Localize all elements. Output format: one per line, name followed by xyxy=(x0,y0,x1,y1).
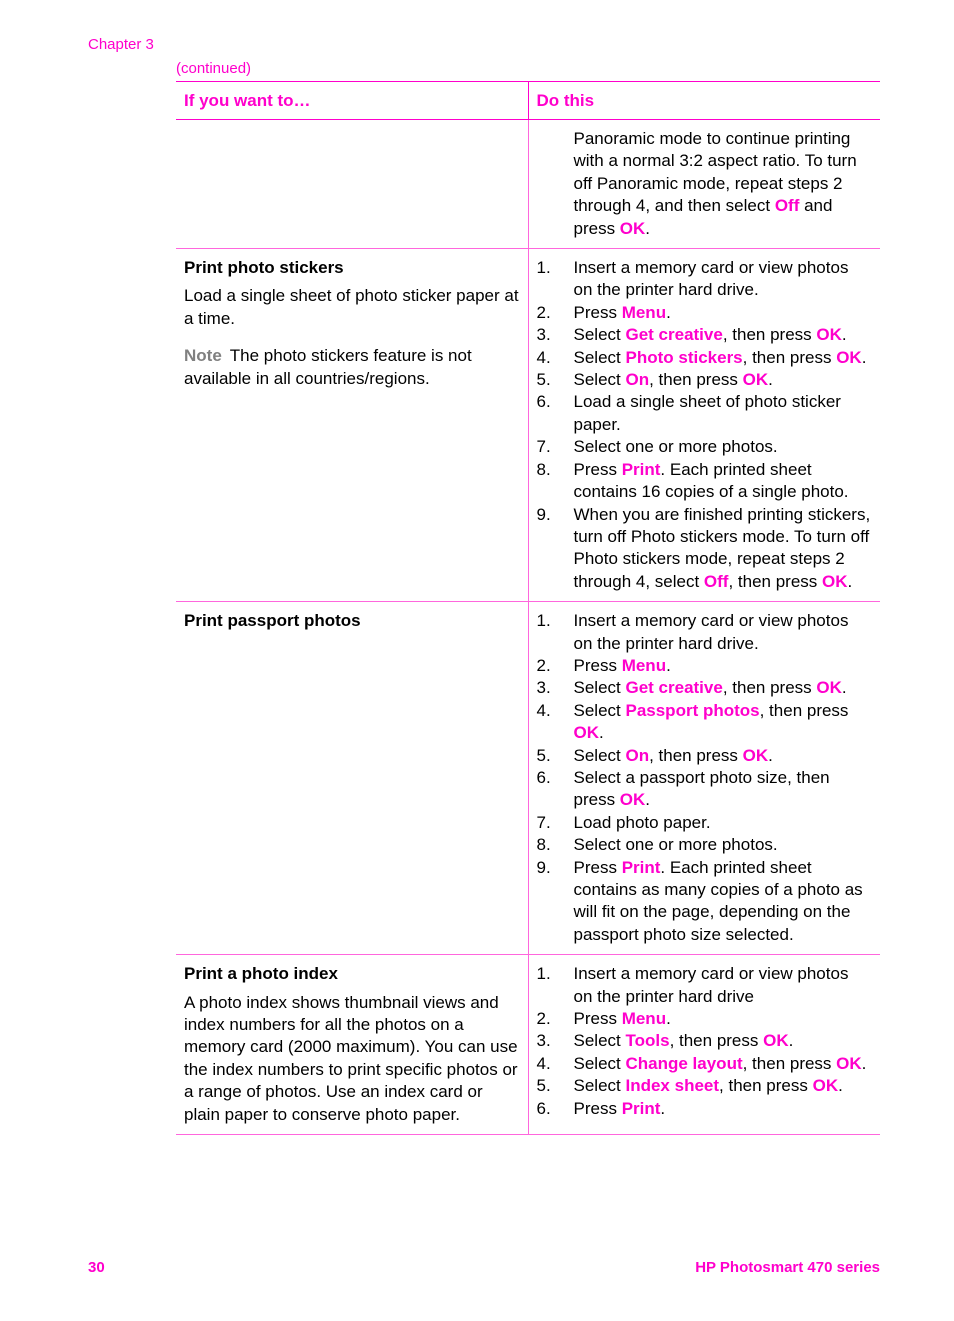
text-run: , then press xyxy=(759,700,849,720)
steps-cell xyxy=(528,120,880,249)
steps-list xyxy=(537,257,873,593)
steps-list xyxy=(537,963,873,1120)
text-run: and press xyxy=(573,196,833,238)
text-run: Select one or more photos. xyxy=(573,835,778,855)
text-run: Select xyxy=(573,347,626,367)
list-item xyxy=(537,655,873,677)
keyword-text: Off xyxy=(703,571,729,591)
keyword-text: Print xyxy=(621,459,661,479)
list-item xyxy=(537,257,873,302)
keyword-text: OK xyxy=(742,745,769,765)
keyword-text: OK xyxy=(822,571,848,591)
text-run: , then press xyxy=(722,325,817,345)
keyword-text: OK xyxy=(812,1076,839,1096)
list-item xyxy=(537,700,873,745)
text-run: Select xyxy=(573,370,626,390)
list-item xyxy=(537,302,873,324)
task-cell xyxy=(176,120,528,249)
steps-cell xyxy=(528,602,880,955)
step-number: 1. xyxy=(536,258,551,278)
text-run: , then press xyxy=(728,571,823,591)
step-number: 2. xyxy=(536,302,551,322)
keyword-text: Print xyxy=(621,1098,661,1118)
list-item xyxy=(537,1053,873,1075)
procedure-table xyxy=(176,81,880,1135)
text-run: Select xyxy=(573,700,626,720)
list-item xyxy=(537,1030,873,1052)
keyword-text: OK xyxy=(573,723,599,743)
list-item xyxy=(537,610,873,655)
text-run: . xyxy=(838,1076,843,1096)
keyword-text: Photo stickers xyxy=(625,347,743,367)
step-number: 8. xyxy=(536,835,551,855)
step-number: 3. xyxy=(536,1031,551,1051)
step-number: 1. xyxy=(536,611,551,631)
task-cell xyxy=(176,602,528,955)
list-item xyxy=(537,767,873,812)
keyword-text: Menu xyxy=(621,302,667,322)
task-description: A photo index shows thumbnail views and index numbers for all the photos on a memory card (2000 maximum). You can use the index numbers to print specific photos or a range of photos. Use an index card or plain paper to conserve photo paper. xyxy=(184,992,518,1124)
text-run: . xyxy=(788,1031,794,1051)
text-run: Press xyxy=(573,459,622,479)
keyword-text: OK xyxy=(763,1031,789,1051)
step-number: 5. xyxy=(536,745,551,765)
keyword-text: Index sheet xyxy=(625,1076,720,1096)
step-number: 3. xyxy=(536,678,551,698)
list-item xyxy=(537,857,873,947)
text-run: Press xyxy=(573,302,622,322)
note-label: Note xyxy=(184,346,222,366)
step-number: 9. xyxy=(536,857,551,877)
step-number: 9. xyxy=(536,504,551,524)
text-run: Panoramic mode to continue printing with a normal 3:2 aspect ratio. To turn off Panoramic mode, repeat steps 2 through 4, and then select xyxy=(573,129,857,216)
table-header-row xyxy=(176,82,880,120)
list-item xyxy=(537,459,873,504)
text-run: Press xyxy=(573,1098,622,1118)
keyword-text: Menu xyxy=(621,655,667,675)
keyword-text: OK xyxy=(619,218,646,238)
keyword-text: OK xyxy=(816,678,842,698)
text-run: . xyxy=(645,218,651,238)
page-number: 30 xyxy=(88,1259,105,1276)
text-run: Load photo paper. xyxy=(573,812,711,832)
keyword-text: On xyxy=(625,745,650,765)
list-item xyxy=(537,812,873,834)
steps-cell xyxy=(528,955,880,1135)
text-run: . Each printed sheet contains as many copies of a photo as will fit on the page, depending on the passport photo size selected. xyxy=(573,857,863,944)
task-note xyxy=(184,345,520,390)
text-run: Select a passport photo size, then press xyxy=(573,767,830,810)
text-run: , then press xyxy=(722,678,817,698)
continued-step-text xyxy=(537,128,873,240)
keyword-text: Passport photos xyxy=(625,700,760,720)
text-run: , then press xyxy=(669,1031,764,1051)
text-run: Insert a memory card or view photos on the printer hard drive. xyxy=(573,258,849,300)
list-item xyxy=(537,745,873,767)
steps-list xyxy=(537,610,873,946)
task-title: Print photo stickers xyxy=(184,258,344,278)
step-number: 4. xyxy=(536,1053,551,1073)
task-cell xyxy=(176,249,528,602)
chapter-label: Chapter 3 xyxy=(88,36,154,53)
text-run: Press xyxy=(573,857,622,877)
steps-cell xyxy=(528,249,880,602)
step-number: 4. xyxy=(536,700,551,720)
text-run: . xyxy=(841,325,847,345)
step-number: 7. xyxy=(536,812,551,832)
step-number: 5. xyxy=(536,370,551,390)
list-item xyxy=(537,369,873,391)
keyword-text: OK xyxy=(619,790,646,810)
text-run: . xyxy=(599,723,604,743)
text-run: . Each printed sheet contains 16 copies of a single photo. xyxy=(573,459,849,502)
text-run: Select xyxy=(573,678,626,698)
keyword-text: Print xyxy=(621,857,661,877)
table-row xyxy=(176,120,880,249)
column-header-do: Do this xyxy=(528,82,880,120)
step-number: 1. xyxy=(536,964,551,984)
text-run: Press xyxy=(573,655,622,675)
step-number: 5. xyxy=(536,1076,551,1096)
list-item xyxy=(537,1075,873,1097)
keyword-text: OK xyxy=(742,370,769,390)
step-number: 6. xyxy=(536,392,551,412)
step-number: 6. xyxy=(536,1098,551,1118)
list-item xyxy=(537,391,873,436)
task-title: Print a photo index xyxy=(184,964,338,984)
text-run: Press xyxy=(573,1009,622,1029)
text-run: Insert a memory card or view photos on the printer hard drive xyxy=(573,964,849,1006)
column-header-want: If you want to… xyxy=(176,82,528,120)
keyword-text: Off xyxy=(774,196,800,216)
text-run: Select xyxy=(573,745,626,765)
keyword-text: OK xyxy=(836,1053,862,1073)
list-item xyxy=(537,324,873,346)
text-run: . xyxy=(645,790,651,810)
text-run: . xyxy=(861,347,867,367)
text-run: . xyxy=(666,302,671,322)
step-number: 7. xyxy=(536,437,551,457)
keyword-text: Get creative xyxy=(625,678,723,698)
step-number: 8. xyxy=(536,459,551,479)
keyword-text: Get creative xyxy=(625,325,723,345)
table-row xyxy=(176,955,880,1135)
text-run: Select xyxy=(573,1053,626,1073)
keyword-text: Menu xyxy=(621,1009,667,1029)
table-body xyxy=(176,120,880,1135)
text-run: , then press xyxy=(742,1053,837,1073)
text-run: Select xyxy=(573,1076,626,1096)
step-number: 3. xyxy=(536,325,551,345)
text-run: . xyxy=(768,745,773,765)
keyword-text: OK xyxy=(816,325,842,345)
continued-label: (continued) xyxy=(176,60,252,77)
text-run: Select xyxy=(573,325,626,345)
text-run: . xyxy=(841,678,847,698)
text-run: When you are finished printing stickers, turn off Photo stickers mode. To turn off Photo stickers mode, repeat steps 2 through 4, select xyxy=(573,504,871,591)
task-title: Print passport photos xyxy=(184,611,361,631)
list-item xyxy=(537,834,873,856)
step-number: 4. xyxy=(536,347,551,367)
list-item xyxy=(537,1098,873,1120)
text-run: Insert a memory card or view photos on the printer hard drive. xyxy=(573,611,849,653)
keyword-text: Change layout xyxy=(625,1053,743,1073)
text-run: . xyxy=(861,1053,867,1073)
list-item xyxy=(537,504,873,594)
keyword-text: Tools xyxy=(625,1031,670,1051)
text-run: . xyxy=(660,1098,666,1118)
task-description: Load a single sheet of photo sticker paper at a time. xyxy=(184,286,519,328)
text-run: , then press xyxy=(719,1076,813,1096)
task-cell xyxy=(176,955,528,1135)
list-item xyxy=(537,1008,873,1030)
text-run: , then press xyxy=(742,347,837,367)
text-run: , then press xyxy=(649,745,743,765)
text-run: Select one or more photos. xyxy=(573,437,778,457)
keyword-text: OK xyxy=(836,347,862,367)
keyword-text: On xyxy=(625,370,650,390)
footer-product-title: HP Photosmart 470 series xyxy=(695,1259,880,1276)
list-item xyxy=(537,963,873,1008)
step-number: 6. xyxy=(536,767,551,787)
text-run: , then press xyxy=(649,370,743,390)
text-run: . xyxy=(847,571,853,591)
list-item xyxy=(537,436,873,458)
note-text: The photo stickers feature is not available in all countries/regions. xyxy=(184,346,472,388)
list-item xyxy=(537,677,873,699)
text-run: . xyxy=(768,370,773,390)
table-row xyxy=(176,602,880,955)
step-number: 2. xyxy=(536,1009,551,1029)
text-run: . xyxy=(666,1009,671,1029)
text-run: Select xyxy=(573,1031,626,1051)
text-run: Load a single sheet of photo sticker paper. xyxy=(573,392,841,434)
list-item xyxy=(537,347,873,369)
table-row xyxy=(176,249,880,602)
step-number: 2. xyxy=(536,655,551,675)
text-run: . xyxy=(666,655,671,675)
